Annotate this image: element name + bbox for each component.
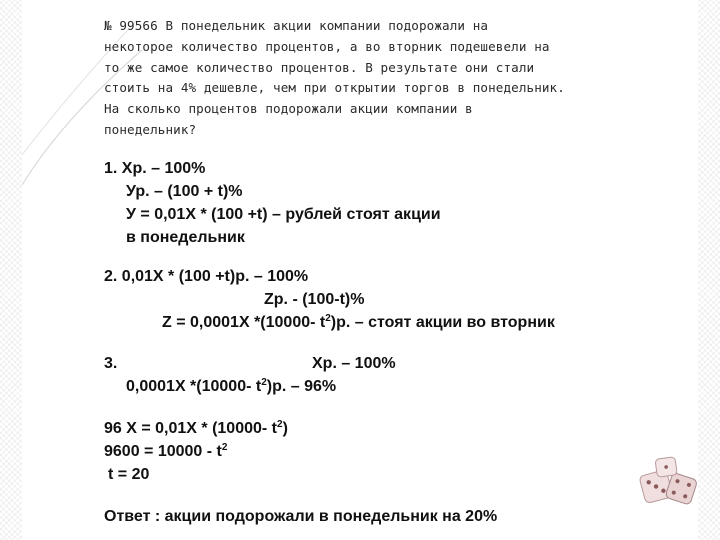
equation-2-a: 9600 = 10000 - t [104, 443, 222, 460]
superscript: 2 [261, 377, 267, 388]
step3-line1: Хр. – 100% [312, 355, 396, 372]
problem-statement [104, 16, 694, 141]
equation-1-b: ) [282, 420, 288, 437]
problem-line: некоторое количество процентов, а во вторник подешевели на [104, 38, 550, 54]
step2-line3-b: )р. – стоят акции во вторник [330, 314, 555, 331]
step3-line2-b: )р. – 96% [266, 378, 337, 395]
step3-line2-a: 0,0001Х *(10000- t [126, 378, 262, 395]
step2-line3-a: Z = 0,0001Х *(10000- t [162, 314, 326, 331]
step2-line3 [162, 314, 555, 332]
equation-2 [104, 443, 227, 461]
equation-1-a: 96 Х = 0,01Х * (10000- t [104, 420, 277, 437]
step1-line2: Ур. – (100 + t)% [126, 183, 243, 200]
step1-line4: в понедельник [126, 229, 245, 246]
equation-1 [104, 420, 288, 438]
equation-3: t = 20 [108, 466, 150, 483]
step1-line1: 1. Хр. – 100% [104, 160, 206, 177]
problem-line: На сколько процентов подорожали акции компании в [104, 101, 473, 117]
superscript: 2 [221, 442, 228, 453]
step2-line2: Zр. - (100-t)% [264, 291, 365, 308]
superscript: 2 [325, 313, 331, 324]
problem-line: стоить на 4% дешевле, чем при открытии торгов в понедельник. [104, 80, 565, 96]
problem-line: то же самое количество процентов. В результате они стали [104, 59, 535, 75]
superscript: 2 [277, 419, 283, 430]
step1-line3: У = 0,01Х * (100 +t) – рублей стоят акции [126, 206, 441, 223]
answer-line: Ответ : акции подорожали в понедельник на 20% [104, 508, 498, 525]
problem-line: № 99566 В понедельник акции компании подорожали на [104, 18, 489, 33]
step2-line1: 2. 0,01Х * (100 +t)р. – 100% [104, 268, 309, 285]
dice-icon [636, 456, 706, 516]
step3-line2 [126, 378, 336, 396]
step3-number: 3. [104, 355, 118, 372]
problem-line: понедельник? [104, 121, 197, 137]
